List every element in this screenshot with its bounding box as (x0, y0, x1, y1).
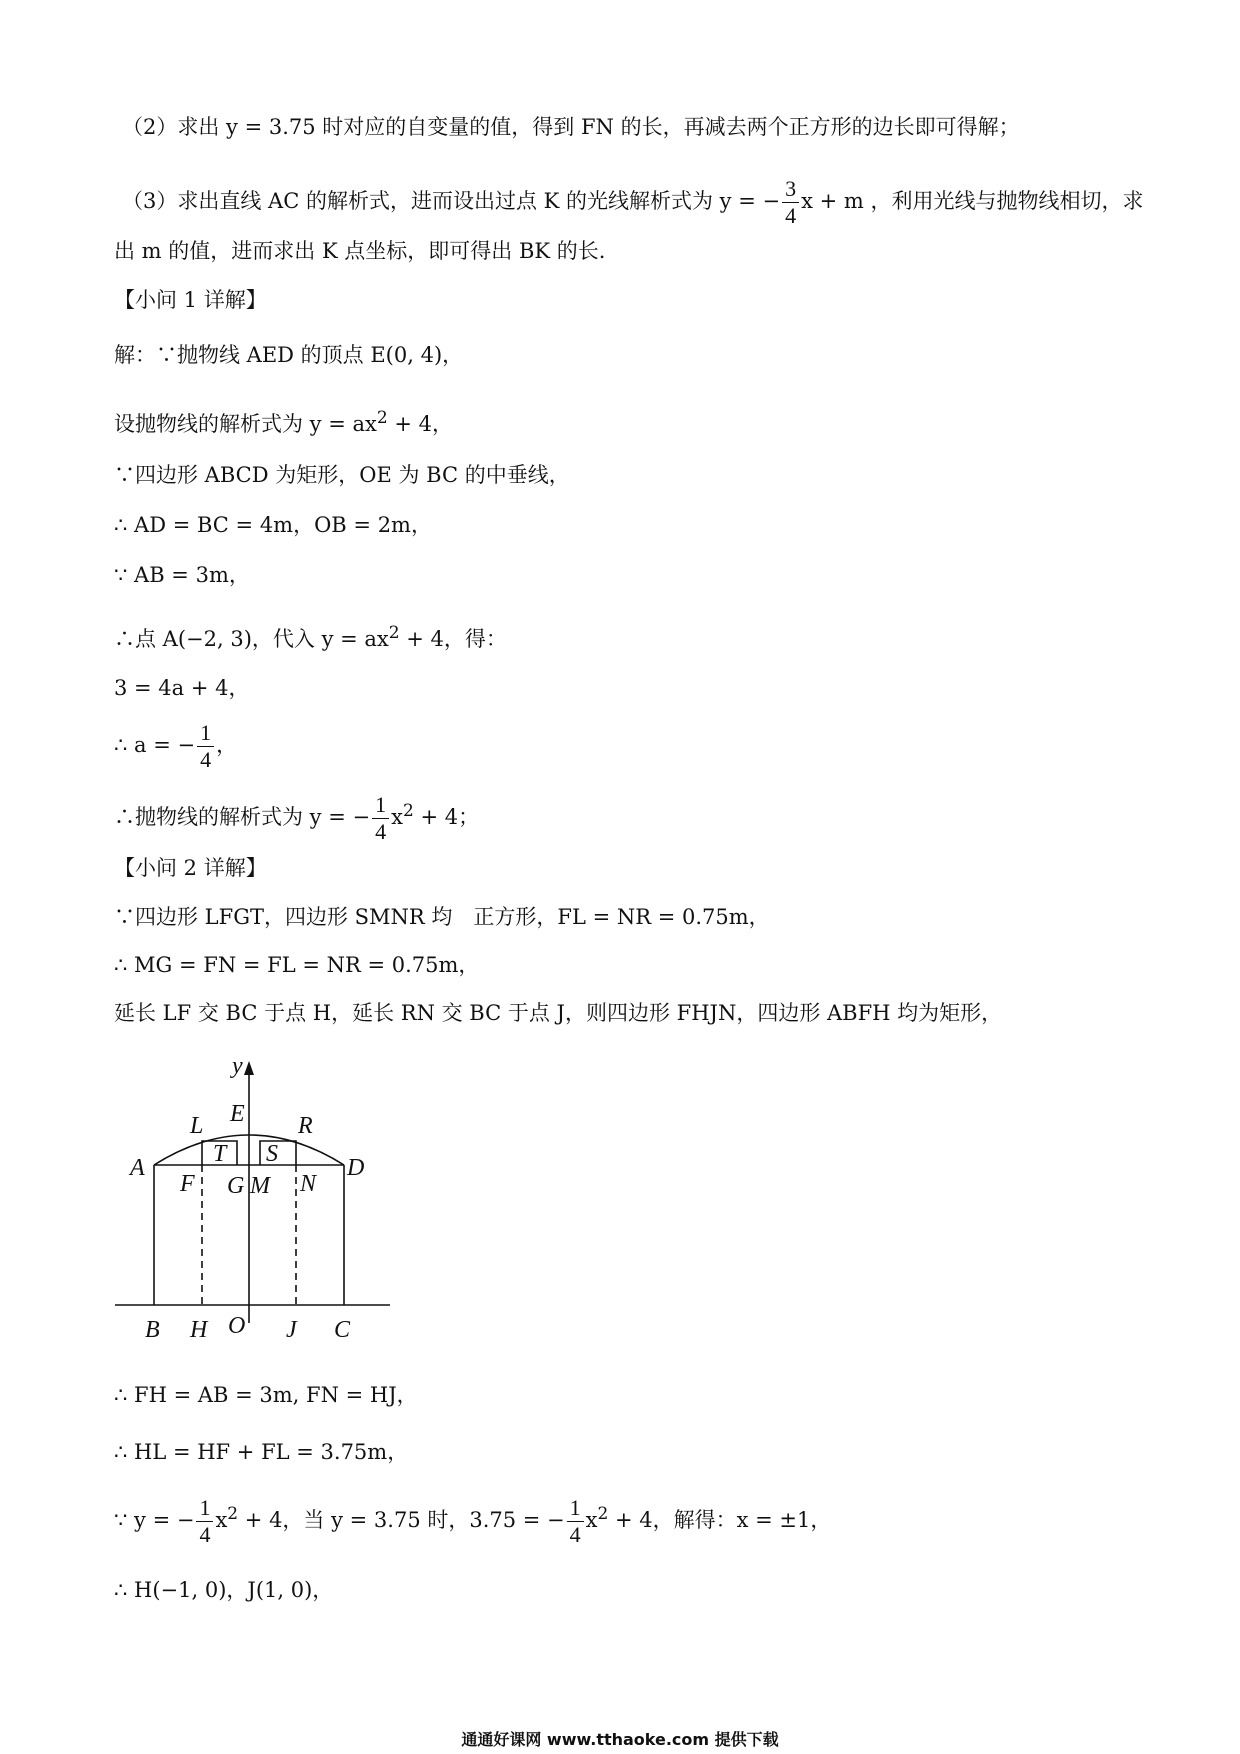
section-heading: 【小问 2 详解】 (114, 856, 267, 880)
text-segment: ∴点 A(−2, 3)，代入 y = ax (114, 627, 389, 651)
text-line: ∴ AD = BC = 4m，OB = 2m， (114, 513, 432, 537)
text-line: 出 m 的值，进而求出 K 点坐标，即可得出 BK 的长. (114, 239, 606, 263)
label-L: L (190, 1113, 204, 1139)
text-segment: x (391, 805, 403, 829)
label-R: R (298, 1113, 313, 1139)
text-line (114, 792, 479, 845)
text-segment: + 4，当 y = 3.75 时，3.75 = − (238, 1508, 565, 1532)
text-line: ∵四边形 ABCD 为矩形，OE 为 BC 的中垂线， (114, 463, 570, 487)
superscript: 2 (597, 1504, 609, 1524)
y-axis-arrow (244, 1061, 254, 1075)
numerator: 1 (372, 792, 389, 819)
text-segment: ∵ y = − (114, 1508, 195, 1532)
fraction (782, 176, 799, 229)
text-line: 延长 LF 交 BC 于点 H，延长 RN 交 BC 于点 J，则四边形 FHJN，四边形 ABFH 均为矩形， (114, 1001, 1003, 1025)
numerator: 1 (196, 1495, 213, 1522)
denominator: 4 (785, 203, 797, 228)
text-segment: + 4； (413, 805, 480, 829)
label-B: B (145, 1317, 160, 1343)
superscript: 2 (388, 623, 400, 643)
text-line: ∴ FH = AB = 3m, FN = HJ， (114, 1383, 418, 1407)
numerator: 1 (197, 720, 214, 747)
text-line (114, 720, 237, 773)
text-segment: （3）求出直线 AC 的解析式，进而设出过点 K 的光线解析式为 y = − (122, 189, 781, 213)
superscript: 2 (376, 408, 388, 428)
text-line: ∵ AB = 3m， (114, 563, 250, 587)
numerator: 3 (782, 176, 799, 203)
label-D: D (347, 1155, 365, 1181)
denominator: 4 (375, 819, 387, 844)
text-segment: ， (216, 733, 238, 757)
numerator: 1 (567, 1495, 584, 1522)
text-segment: x (215, 1508, 228, 1532)
denominator: 4 (199, 1522, 211, 1547)
label-A: A (130, 1155, 145, 1181)
text-segment: ∴ a = − (114, 733, 196, 757)
text-segment: + 4，解得：x = ±1， (608, 1508, 832, 1532)
text-line: （2）求出 y = 3.75 时对应的自变量的值，得到 FN 的长，再减去两个正方形的边长即可得解； (122, 115, 1020, 139)
text-line (114, 1495, 831, 1548)
label-N: N (300, 1171, 317, 1197)
text-line: 3 = 4a + 4， (114, 676, 250, 700)
label-H: H (190, 1317, 208, 1343)
label-C: C (334, 1317, 351, 1343)
fraction (372, 792, 389, 845)
section-heading: 【小问 1 详解】 (114, 288, 267, 312)
label-S: S (266, 1141, 278, 1167)
superscript: 2 (402, 801, 414, 821)
text-segment: + 4，得： (399, 627, 507, 651)
fraction (197, 720, 214, 773)
label-M: M (250, 1173, 270, 1199)
label-J: J (286, 1317, 297, 1343)
text-line: ∵四边形 LFGT，四边形 SMNR 均 正方形，FL = NR = 0.75m， (114, 905, 770, 929)
text-line: ∴ HL = HF + FL = 3.75m， (114, 1440, 409, 1464)
geometry-diagram (110, 1055, 410, 1345)
text-segment: + 4， (387, 412, 453, 436)
text-segment: 设抛物线的解析式为 y = ax (114, 412, 377, 436)
text-line (114, 403, 453, 439)
label-G: G (227, 1173, 245, 1199)
fraction (196, 1495, 213, 1548)
denominator: 4 (569, 1522, 581, 1547)
denominator: 4 (200, 747, 212, 772)
label-y: y (232, 1055, 243, 1079)
label-O: O (228, 1313, 246, 1339)
text-line (122, 176, 1143, 229)
label-E: E (230, 1101, 245, 1127)
label-T: T (213, 1141, 227, 1167)
page-footer: 通通好课网 www.tthaoke.com 提供下载 (461, 1730, 779, 1749)
text-line (114, 618, 507, 654)
text-line: 解：∵抛物线 AED 的顶点 E(0, 4)， (114, 343, 464, 367)
text-segment: ∴抛物线的解析式为 y = − (114, 805, 371, 829)
text-line: ∴ MG = FN = FL = NR = 0.75m， (114, 953, 480, 977)
superscript: 2 (227, 1504, 239, 1524)
text-segment: x (585, 1508, 598, 1532)
label-F: F (180, 1171, 195, 1197)
text-line: ∴ H(−1, 0)，J(1, 0)， (114, 1578, 334, 1602)
fraction (567, 1495, 584, 1548)
text-segment: x + m ，利用光线与抛物线相切，求 (801, 189, 1144, 213)
